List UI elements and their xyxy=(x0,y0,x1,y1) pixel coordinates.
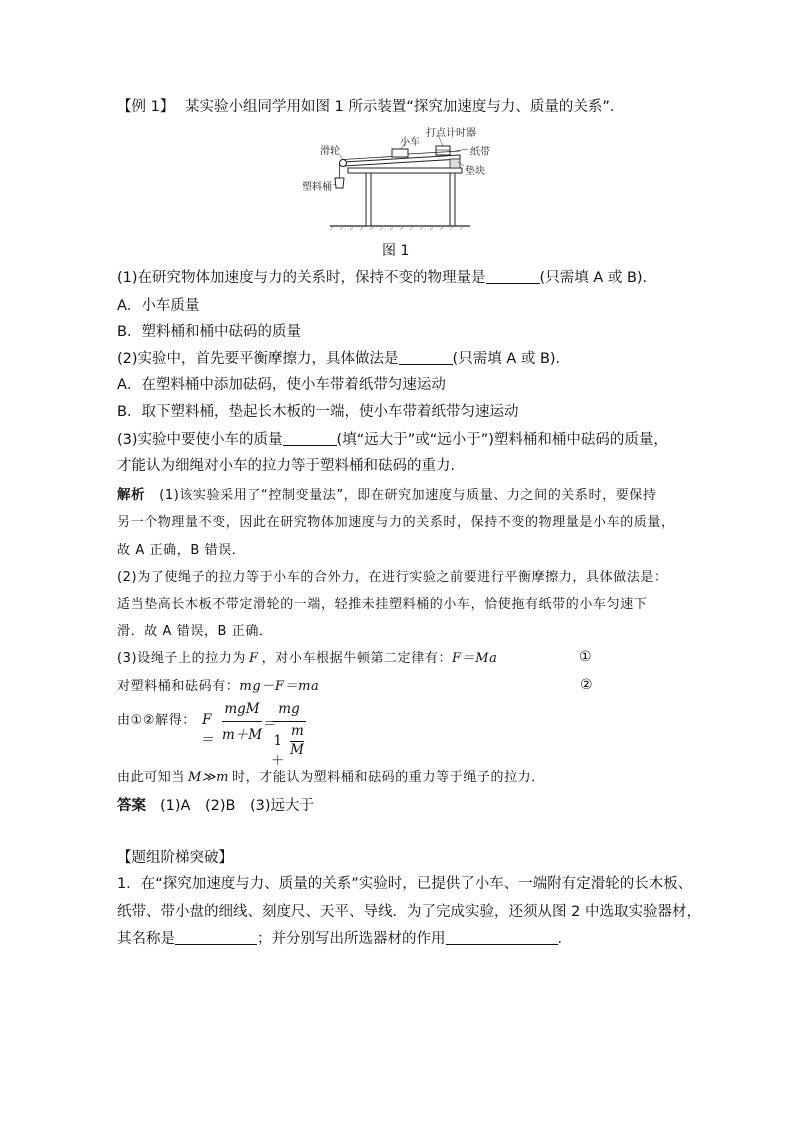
table-leg-left xyxy=(366,173,371,226)
answer-line xyxy=(117,796,314,816)
fraction-2-inner-numerator: m xyxy=(291,723,304,739)
label-pulley: 滑轮 xyxy=(320,146,340,157)
label-tape: 纸带 xyxy=(470,147,490,158)
table-leg-right xyxy=(450,173,455,226)
fraction-2-inner-denominator: M xyxy=(290,742,304,758)
label-cart: 小车 xyxy=(400,137,420,148)
solution-p1-text: (1)该实验采用了“控制变量法”，即在研究加速度与质量、力之间的关系时，要保持 xyxy=(159,488,657,503)
question-1-hint: (只需填 A 或 B)． xyxy=(539,270,658,286)
answer-blank-1[interactable] xyxy=(486,268,540,284)
question-1-option-a: A．小车质量 xyxy=(117,298,200,314)
section-title: 【题组阶梯突破】 xyxy=(117,850,233,866)
question-2-option-a: A．在塑料桶中添加砝码，使小车带着纸带匀速运动 xyxy=(117,377,446,393)
var-F: F xyxy=(249,651,259,666)
solution-p3-line4 xyxy=(117,768,545,788)
solution-p3-text: (3)设绳子上的拉力为 xyxy=(117,651,247,666)
question-3-hint: (填“远大于”或“远小于”)塑料桶和桶中砝码的质量， xyxy=(336,432,668,448)
fraction-1-denominator: m＋M xyxy=(221,727,263,743)
practice-answer-blank-1[interactable] xyxy=(175,929,257,945)
equation-number-1: ① xyxy=(579,649,592,665)
solution-p3-line2 xyxy=(117,677,319,697)
practice-q1-text-c: ． xyxy=(557,931,572,947)
practice-q1-line1: 1．在“探究加速度与力、质量的关系”实验时，已提供了小车、一端附有定滑轮的长木板、 xyxy=(117,876,693,892)
label-timer: 打点计时器 xyxy=(426,128,476,139)
practice-q1-text-b: ；并分别写出所选器材的作用 xyxy=(257,931,446,947)
question-1-option-b: B．塑料桶和桶中砝码的质量 xyxy=(117,324,301,340)
solution-p3-line3-text: 由①②解得： xyxy=(117,713,196,728)
solution-p2-line3: 滑．故 A 错误，B 正确． xyxy=(117,624,273,639)
solution-p3-line1 xyxy=(117,649,498,669)
answer-head: 答案 xyxy=(117,798,146,814)
equation-1: F＝Ma xyxy=(452,651,498,666)
fraction-2-bar xyxy=(272,721,306,722)
formula-lhs: F＝ xyxy=(200,712,214,748)
cart xyxy=(392,149,408,157)
fraction-2-denominator-one: 1＋ xyxy=(271,733,285,769)
solution-head: 解析 xyxy=(117,487,146,503)
solution-p3-line2-text: 对塑料桶和砝码有： xyxy=(117,679,240,694)
equation-number-2: ② xyxy=(580,677,593,693)
answer-text: (1)A (2)B (3)远大于 xyxy=(160,798,314,814)
question-2-hint: (只需填 A 或 B)． xyxy=(452,351,571,367)
solution-conclusion-text1: 由此可知当 xyxy=(117,770,186,785)
formula-equals: ＝ xyxy=(262,716,276,732)
condition-M-much-greater-m: M≫m xyxy=(188,770,230,785)
figure-caption: 图 1 xyxy=(382,243,410,259)
question-1 xyxy=(117,268,657,288)
practice-q1-text-a: 其名称是 xyxy=(117,931,175,947)
pulley xyxy=(340,160,347,167)
plastic-bucket xyxy=(335,178,344,188)
question-2-option-b: B．取下塑料桶，垫起长木板的一端，使小车带着纸带匀速运动 xyxy=(117,404,519,420)
question-3-continued: 才能认为细绳对小车的拉力等于塑料桶和砝码的重力． xyxy=(117,458,465,474)
practice-q1-line3 xyxy=(117,929,572,949)
solution-p1-line2: 另一个物理量不变，因此在研究物体加速度与力的关系时，保持不变的物理量是小车的质量， xyxy=(117,515,675,530)
example-text: 某实验小组同学用如图 1 所示装置“探究加速度与力、质量的关系”. xyxy=(184,99,615,115)
solution-p1-line1 xyxy=(117,485,657,506)
question-2-text: (2)实验中，首先要平衡摩擦力，具体做法是 xyxy=(117,351,399,367)
solution-p3-text2: ，对小车根据牛顿第二定律有： xyxy=(261,651,453,666)
label-bucket: 塑料桶 xyxy=(302,182,332,193)
answer-blank-3[interactable] xyxy=(283,430,337,446)
example-tag: 【例 1】 xyxy=(117,99,175,115)
equation-2: mg－F＝ma xyxy=(239,679,320,694)
question-3 xyxy=(117,430,668,450)
question-1-text: (1)在研究物体加速度与力的关系时，保持不变的物理量是 xyxy=(117,270,486,286)
label-pad: 垫块 xyxy=(465,166,485,177)
solution-p2-line2: 适当垫高长木板不带定滑轮的一端，轻推未挂塑料桶的小车，恰使拖有纸带的小车匀速下 xyxy=(117,597,648,612)
practice-q1-line2: 纸带、带小盘的细线、刻度尺、天平、导线．为了完成实验，还须从图 2 中选取实验器材， xyxy=(117,904,701,920)
fraction-1-bar xyxy=(222,721,262,722)
pad-block xyxy=(450,159,460,168)
solution-p1-line3: 故 A 正确，B 错误． xyxy=(117,543,246,558)
fraction-1-numerator: mgM xyxy=(224,701,260,717)
practice-answer-blank-2[interactable] xyxy=(446,929,558,945)
solution-conclusion-text2: 时，才能认为塑料桶和砝码的重力等于绳子的拉力． xyxy=(232,770,545,785)
table-top xyxy=(348,168,462,173)
example-title xyxy=(117,97,615,117)
fraction-2-numerator: mg xyxy=(278,701,300,717)
paper-tape xyxy=(408,151,460,154)
question-2 xyxy=(117,349,570,369)
dot-timer xyxy=(436,146,450,155)
answer-blank-2[interactable] xyxy=(399,349,453,365)
figure-1 xyxy=(300,122,500,230)
question-3-text: (3)实验中要使小车的质量 xyxy=(117,432,283,448)
solution-p2-line1: (2)为了使绳子的拉力等于小车的合外力，在进行实验之前要进行平衡摩擦力，具体做法是： xyxy=(117,570,668,585)
